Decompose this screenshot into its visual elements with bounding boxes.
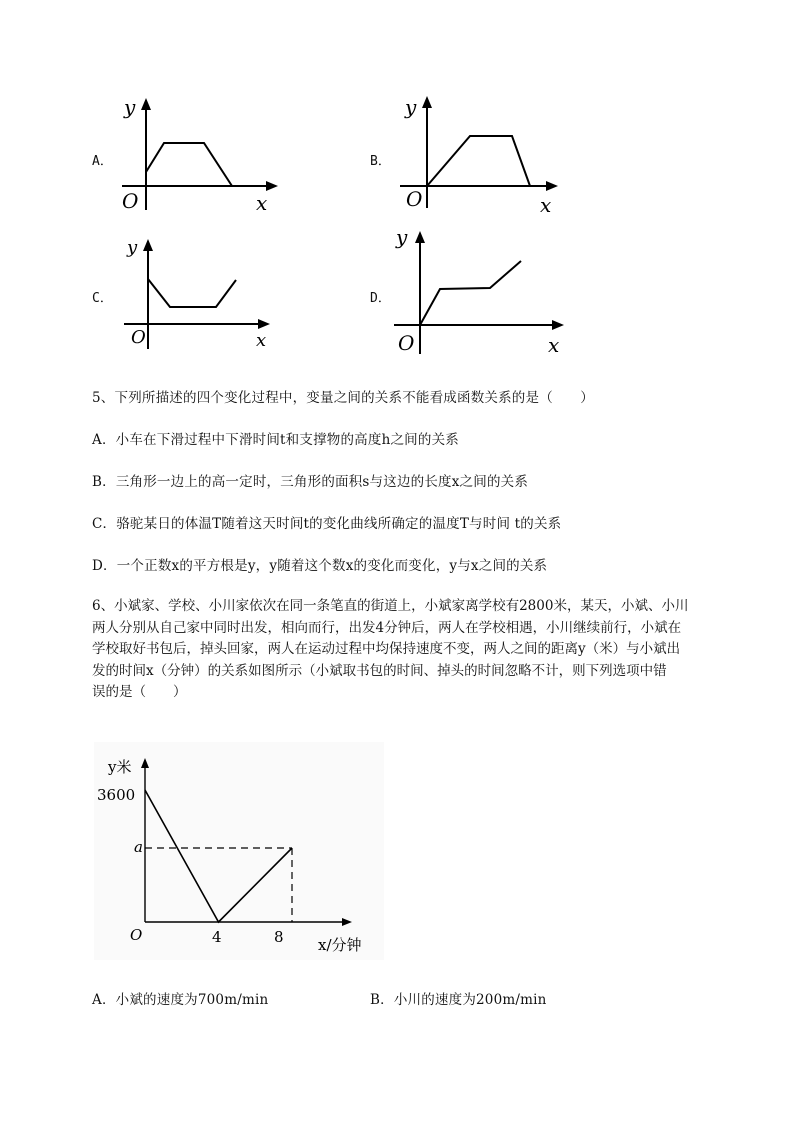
y-label: y	[396, 225, 408, 249]
origin-label: O	[122, 189, 139, 213]
q6-stem-line: 发的时间x（分钟）的关系如图所示（小斌取书包的时间、掉头的时间忽略不计，则下列选项中错	[92, 662, 667, 679]
q6-option-b: B．小川的速度为200m/min	[370, 992, 547, 1008]
y-axis-arrow-icon	[143, 239, 153, 251]
y-axis-arrow-icon	[141, 98, 151, 110]
x-label: x	[256, 330, 267, 351]
y-label: y	[127, 237, 138, 258]
graph-d	[392, 222, 576, 358]
x-label: x	[540, 193, 552, 216]
q5-option-d: D．一个正数x的平方根是y，y随着这个数x的变化而变化，y与x之间的关系	[92, 558, 548, 574]
graph-c-curve	[148, 279, 236, 307]
option-a-label: A．	[92, 154, 113, 169]
graph-b-curve	[427, 136, 530, 186]
y-axis-label: y米	[108, 758, 132, 776]
y-label: y	[405, 95, 417, 119]
y-tick-3600: 3600	[97, 786, 136, 804]
q5-option-c: C．骆驼某日的体温T随着这天时间t的变化曲线所确定的温度T与时间 t的关系	[92, 516, 562, 532]
x-axis-arrow-icon	[552, 320, 564, 330]
graph-d-curve	[420, 261, 521, 325]
origin-label: O	[406, 187, 423, 211]
q6-stem-line: 6、小斌家、学校、小川家依次在同一条笔直的街道上，小斌家离学校有2800米，某天，小斌、小川	[92, 598, 689, 614]
q5-stem: 5、下列所描述的四个变化过程中，变量之间的关系不能看成函数关系的是（ ）	[92, 390, 594, 406]
graph-a-curve	[146, 143, 232, 186]
x-axis-arrow-icon	[266, 181, 278, 191]
origin-label: O	[131, 327, 146, 348]
y-label: y	[124, 95, 136, 119]
x-tick-8: 8	[274, 928, 284, 946]
y-axis-arrow-icon	[415, 231, 425, 243]
q6-stem-line: 学校取好书包后，掉头回家，两人在运动过程中均保持速度不变，两人之间的距离y（米）与小斌出	[92, 641, 681, 657]
graph-a	[110, 92, 290, 214]
q6-stem-line: 误的是（ ）	[92, 684, 187, 700]
option-b-label: B．	[370, 154, 391, 169]
x-axis-arrow-icon	[546, 181, 558, 191]
option-c-label: C．	[92, 291, 113, 306]
x-label: x	[256, 191, 268, 214]
option-d-label: D．	[370, 291, 391, 306]
q6-stem	[92, 596, 704, 704]
y-axis-arrow-icon	[422, 96, 432, 108]
q5-option-a: A．小车在下滑过程中下滑时间t和支撑物的高度h之间的关系	[92, 432, 459, 448]
q5-option-b: B．三角形一边上的高一定时，三角形的面积s与这边的长度x之间的关系	[92, 474, 529, 490]
origin-label: O	[130, 926, 143, 944]
y-tick-a: a	[134, 838, 143, 856]
x-axis-arrow-icon	[258, 319, 270, 329]
graph-c	[110, 233, 280, 351]
x-label: x	[548, 333, 560, 357]
origin-label: O	[398, 331, 415, 355]
x-tick-4: 4	[212, 928, 222, 946]
x-axis-label: x/分钟	[318, 936, 362, 954]
graph-b	[400, 90, 570, 216]
q6-option-a: A．小斌的速度为700m/min	[92, 992, 269, 1008]
q6-distance-time-graph	[94, 742, 384, 960]
q6-stem-line: 两人分别从自己家中同时出发，相向而行，出发4分钟后，两人在学校相遇，小川继续前行，小斌在	[92, 619, 682, 636]
